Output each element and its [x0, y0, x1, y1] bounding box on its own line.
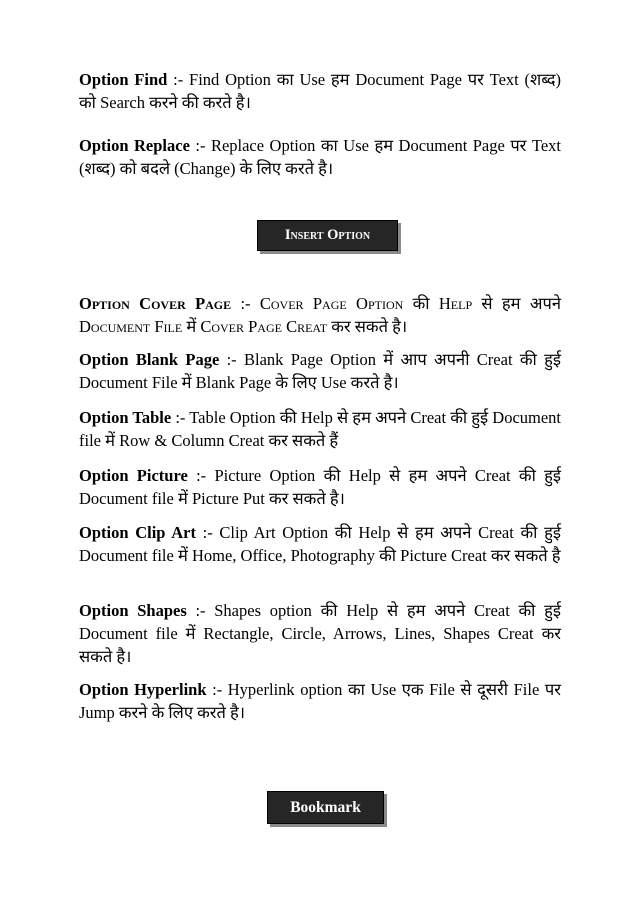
paragraph-option-picture: [79, 464, 561, 510]
paragraph-option-hyperlink: [79, 678, 561, 724]
paragraph-title: Option Picture: [79, 466, 188, 485]
paragraph-title: Option Cover Page: [79, 294, 232, 313]
paragraph-option-table: [79, 406, 561, 452]
paragraph-option-shapes: [79, 599, 561, 668]
section-heading-text: Bookmark: [290, 799, 361, 816]
paragraph-option-clip-art: [79, 521, 561, 567]
paragraph-title: Option Shapes: [79, 601, 187, 620]
section-heading-insert-option: [257, 220, 398, 251]
paragraph-title: Option Replace: [79, 136, 190, 155]
paragraph-title: Option Blank Page: [79, 350, 220, 369]
paragraph-body: :- Clip Art Option की Help से हम अपने Creat की हुई Document file में Home, Office, Photography की Picture Creat कर सकते है: [79, 523, 561, 565]
paragraph-body: :- Find Option का Use हम Document Page पर Text (शब्द) को Search करने की करते है।: [79, 70, 561, 112]
paragraph-body: :- Replace Option का Use हम Document Page पर Text (शब्द) को बदले (Change) के लिए करते है।: [79, 136, 561, 178]
paragraph-body: :- Hyperlink option का Use एक File से दूसरी File पर Jump करने के लिए करते है।: [79, 680, 561, 722]
paragraph-option-replace: [79, 134, 561, 180]
section-heading-text: Insert Option: [284, 227, 371, 243]
paragraph-option-find: [79, 68, 561, 114]
section-heading-bookmark: [267, 791, 384, 824]
paragraph-title: Option Table: [79, 408, 172, 427]
paragraph-body: :- Cover Page Option की Help से हम अपने Document File में Cover Page Creat कर सकते है।: [79, 294, 561, 336]
paragraph-title: Option Find: [79, 70, 168, 89]
paragraph-title: Option Hyperlink: [79, 680, 207, 699]
paragraph-body: :- Blank Page Option में आप अपनी Creat की हुई Document File में Blank Page के लिए Use करते है।: [79, 350, 561, 392]
paragraph-body: :- Shapes option की Help से हम अपने Creat की हुई Document file में Rectangle, Circle, Arrows, Lines, Shapes Creat कर सकते है।: [79, 601, 561, 666]
paragraph-title: Option Clip Art: [79, 523, 196, 542]
paragraph-option-blank-page: [79, 348, 561, 394]
paragraph-body: :- Table Option की Help से हम अपने Creat की हुई Document file में Row & Column Creat कर सकते हैं: [79, 408, 562, 450]
paragraph-body: :- Picture Option की Help से हम अपने Creat की हुई Document file में Picture Put कर सकते है।: [79, 466, 561, 508]
paragraph-option-cover-page: [79, 292, 561, 338]
